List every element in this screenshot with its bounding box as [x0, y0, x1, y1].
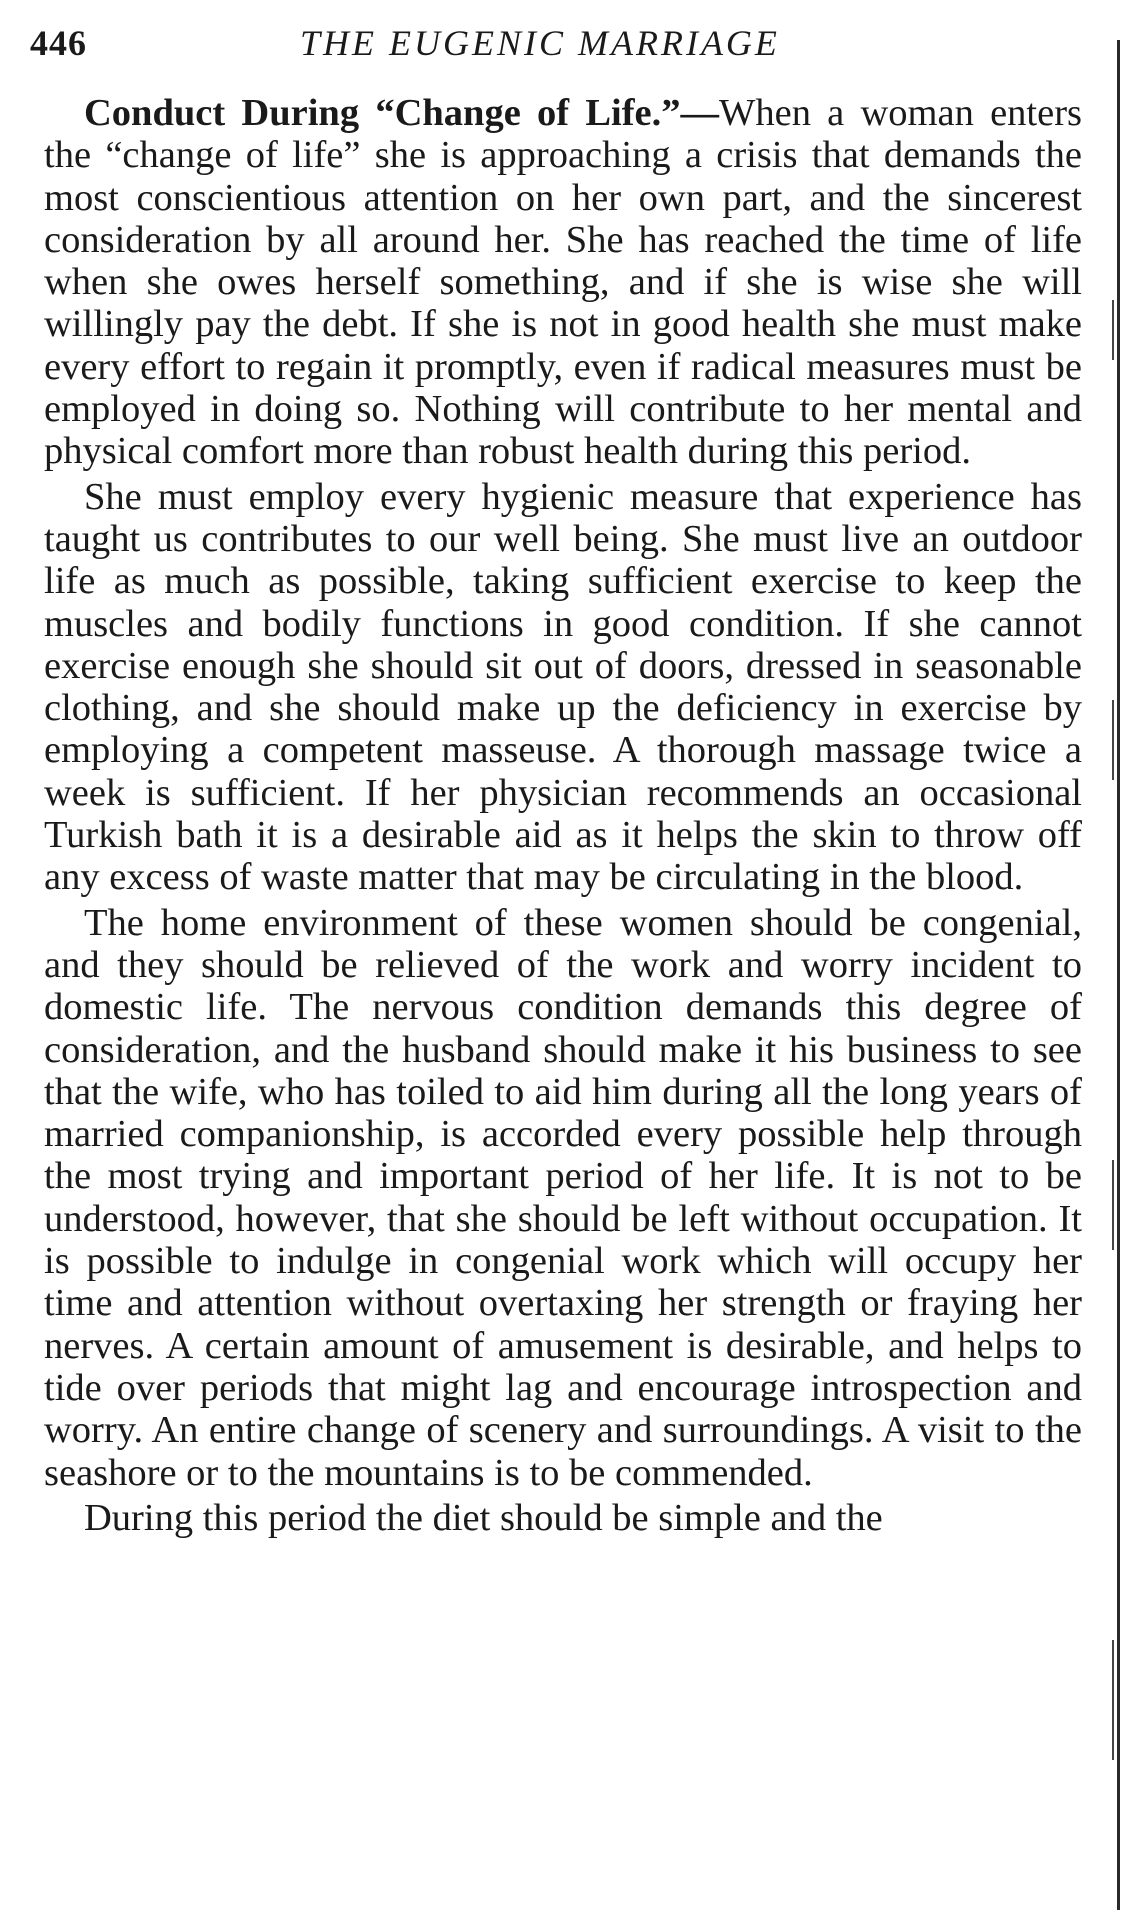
paragraph-4: During this period the diet should be simple and the: [84, 1496, 883, 1539]
section-paragraph-1: [44, 92, 1082, 473]
body-text: [44, 92, 1082, 1539]
section-lead-text: When a woman enters the “change of life” she is approaching a crisis that demands the most conscientious attention on her own part, and the sincerest consideration by all around her. She has reached the time of life when she owes herself something, and if she is wise she will willingly pay the debt. If she is not in good health she must make every effort to regain it promptly, even if radical measures must be employed in doing so. Nothing will contribute to her mental and physical comfort more than robust health during this period.: [44, 92, 1083, 473]
page-edge-mark: [1112, 1160, 1114, 1250]
page-edge-mark: [1112, 1640, 1114, 1760]
paragraph-3: The home environment of these women should be congenial, and they should be relieved of the work and worry incident to domestic life. The nervous condition demands this degree of consideration, and the husband should make it his business to see that the wife, who has toiled to aid him during all the long years of married companionship, is accorded every possible help through the most trying and important period of her life. It is not to be understood, however, that she should be left without occupation. It is possible to indulge in congenial work which will occupy her time and attention without overtaxing her strength or fraying her nerves. A certain amount of amusement is desirable, and helps to tide over periods that might lag and encourage introspection and worry. An entire change of scenery and surroundings. A visit to the seashore or to the mountains is to be commended.: [44, 901, 1082, 1494]
page-number: 446: [30, 23, 87, 63]
page-edge-mark: [1112, 300, 1114, 360]
page-edge-rule: [1117, 40, 1120, 1910]
paragraph-2: She must employ every hygienic measure that experience has taught us contributes to our well being. She must live an outdoor life as much as possible, taking sufficient exercise to keep the muscles and bodily functions in good condition. If she cannot exercise enough she should sit out of doors, dressed in seasonable clothing, and she should make up the deficiency in exercise by employing a competent masseuse. A thorough massage twice a week is sufficient. If her physician recommends an occasional Turkish bath it is a desirable aid as it helps the skin to throw off any excess of waste matter that may be circulating in the blood.: [44, 475, 1082, 899]
page-edge-mark: [1112, 700, 1114, 780]
running-head: [30, 22, 1050, 72]
section-heading: Conduct During “Change of Life.”—: [84, 92, 720, 134]
running-title: THE EUGENIC MARRIAGE: [300, 23, 780, 63]
